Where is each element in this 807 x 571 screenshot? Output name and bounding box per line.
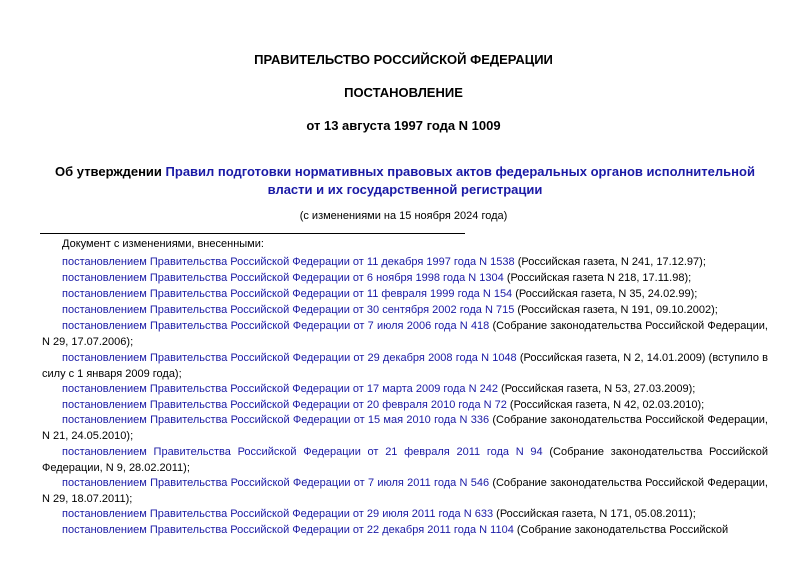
amendment-link[interactable]: постановлением Правительства Российской Федерации от 7 июля 2011 года N 546 [62, 477, 490, 489]
amendment-citation: (Собрание законодательства Российской Федерации, N 29, 18.07.2011); [42, 477, 768, 505]
amendment-item [42, 254, 768, 270]
title-prefix: Об утверждении [55, 164, 166, 179]
separator-line [40, 233, 465, 234]
amendments-intro: Документ с изменениями, внесенными: [62, 238, 264, 250]
amendment-citation: (Российская газета N 218, 17.11.98); [503, 272, 692, 284]
amendment-link[interactable]: постановлением Правительства Российской Федерации от 7 июля 2006 года N 418 [62, 320, 490, 332]
amendment-item [42, 350, 768, 382]
amendment-link[interactable]: постановлением Правительства Российской Федерации от 21 февраля 2011 года N 94 [62, 446, 543, 458]
amendment-citation: (Собрание законодательства Российской Федерации, N 29, 17.07.2006); [42, 320, 768, 348]
amendment-link[interactable]: постановлением Правительства Российской Федерации от 6 ноября 1998 года N 1304 [62, 272, 504, 284]
amendment-link[interactable]: постановлением Правительства Российской Федерации от 17 марта 2009 года N 242 [62, 383, 498, 395]
amendment-citation: (Российская газета, N 2, 14.01.2009) (вступило в силу с 1 января 2009 года); [42, 352, 768, 380]
amendment-citation: (Российская газета, N 42, 02.03.2010); [506, 399, 705, 411]
amendment-link[interactable]: постановлением Правительства Российской Федерации от 20 февраля 2010 года N 72 [62, 399, 507, 411]
amendment-citation: (Российская газета, N 171, 05.08.2011); [493, 508, 696, 520]
amendment-link[interactable]: постановлением Правительства Российской Федерации от 22 декабря 2011 года N 1104 [62, 524, 514, 536]
amendment-citation: (Российская газета, N 191, 09.10.2002); [514, 304, 718, 316]
edition-note: (с изменениями на 15 ноября 2024 года) [299, 210, 508, 222]
amendment-link[interactable]: постановлением Правительства Российской Федерации от 11 февраля 1999 года N 154 [62, 288, 513, 300]
date-number-heading: от 13 августа 1997 года N 1009 [306, 118, 501, 133]
amendment-link[interactable]: постановлением Правительства Российской Федерации от 29 декабря 2008 года N 1048 [62, 352, 517, 364]
amendment-item [42, 381, 768, 397]
amendment-item [42, 444, 768, 476]
amendment-item [42, 270, 768, 286]
amendment-link[interactable]: постановлением Правительства Российской Федерации от 15 мая 2010 года N 336 [62, 414, 490, 426]
amendment-citation: (Собрание законодательства Российской Федерации, N 21, 24.05.2010); [42, 414, 768, 442]
title-link[interactable]: Правил подготовки нормативных правовых актов федеральных органов исполнительной власти и их государственной регистрации [165, 164, 755, 197]
amendment-item [42, 522, 768, 538]
amendment-item [42, 302, 768, 318]
amendment-item [42, 475, 768, 507]
amendment-item [42, 286, 768, 302]
amendment-item [42, 318, 768, 350]
amendment-citation: (Российская газета, N 53, 27.03.2009); [497, 383, 696, 395]
amendment-link[interactable]: постановлением Правительства Российской Федерации от 29 июля 2011 года N 633 [62, 508, 494, 520]
document-title [40, 163, 770, 199]
amendment-item [42, 506, 768, 522]
document-type-heading: ПОСТАНОВЛЕНИЕ [344, 85, 463, 100]
amendment-citation: (Российская газета, N 241, 17.12.97); [514, 256, 706, 268]
amendment-citation: (Собрание законодательства Российской [513, 524, 729, 536]
issuer-heading: ПРАВИТЕЛЬСТВО РОССИЙСКОЙ ФЕДЕРАЦИИ [254, 52, 553, 67]
amendment-link[interactable]: постановлением Правительства Российской Федерации от 30 сентября 2002 года N 715 [62, 304, 515, 316]
amendment-citation: (Российская газета, N 35, 24.02.99); [512, 288, 698, 300]
amendment-item [42, 412, 768, 444]
amendment-item [42, 397, 768, 413]
amendment-citation: (Собрание законодательства Российской Федерации, N 9, 28.02.2011); [42, 446, 768, 474]
amendment-link[interactable]: постановлением Правительства Российской Федерации от 11 декабря 1997 года N 1538 [62, 256, 515, 268]
